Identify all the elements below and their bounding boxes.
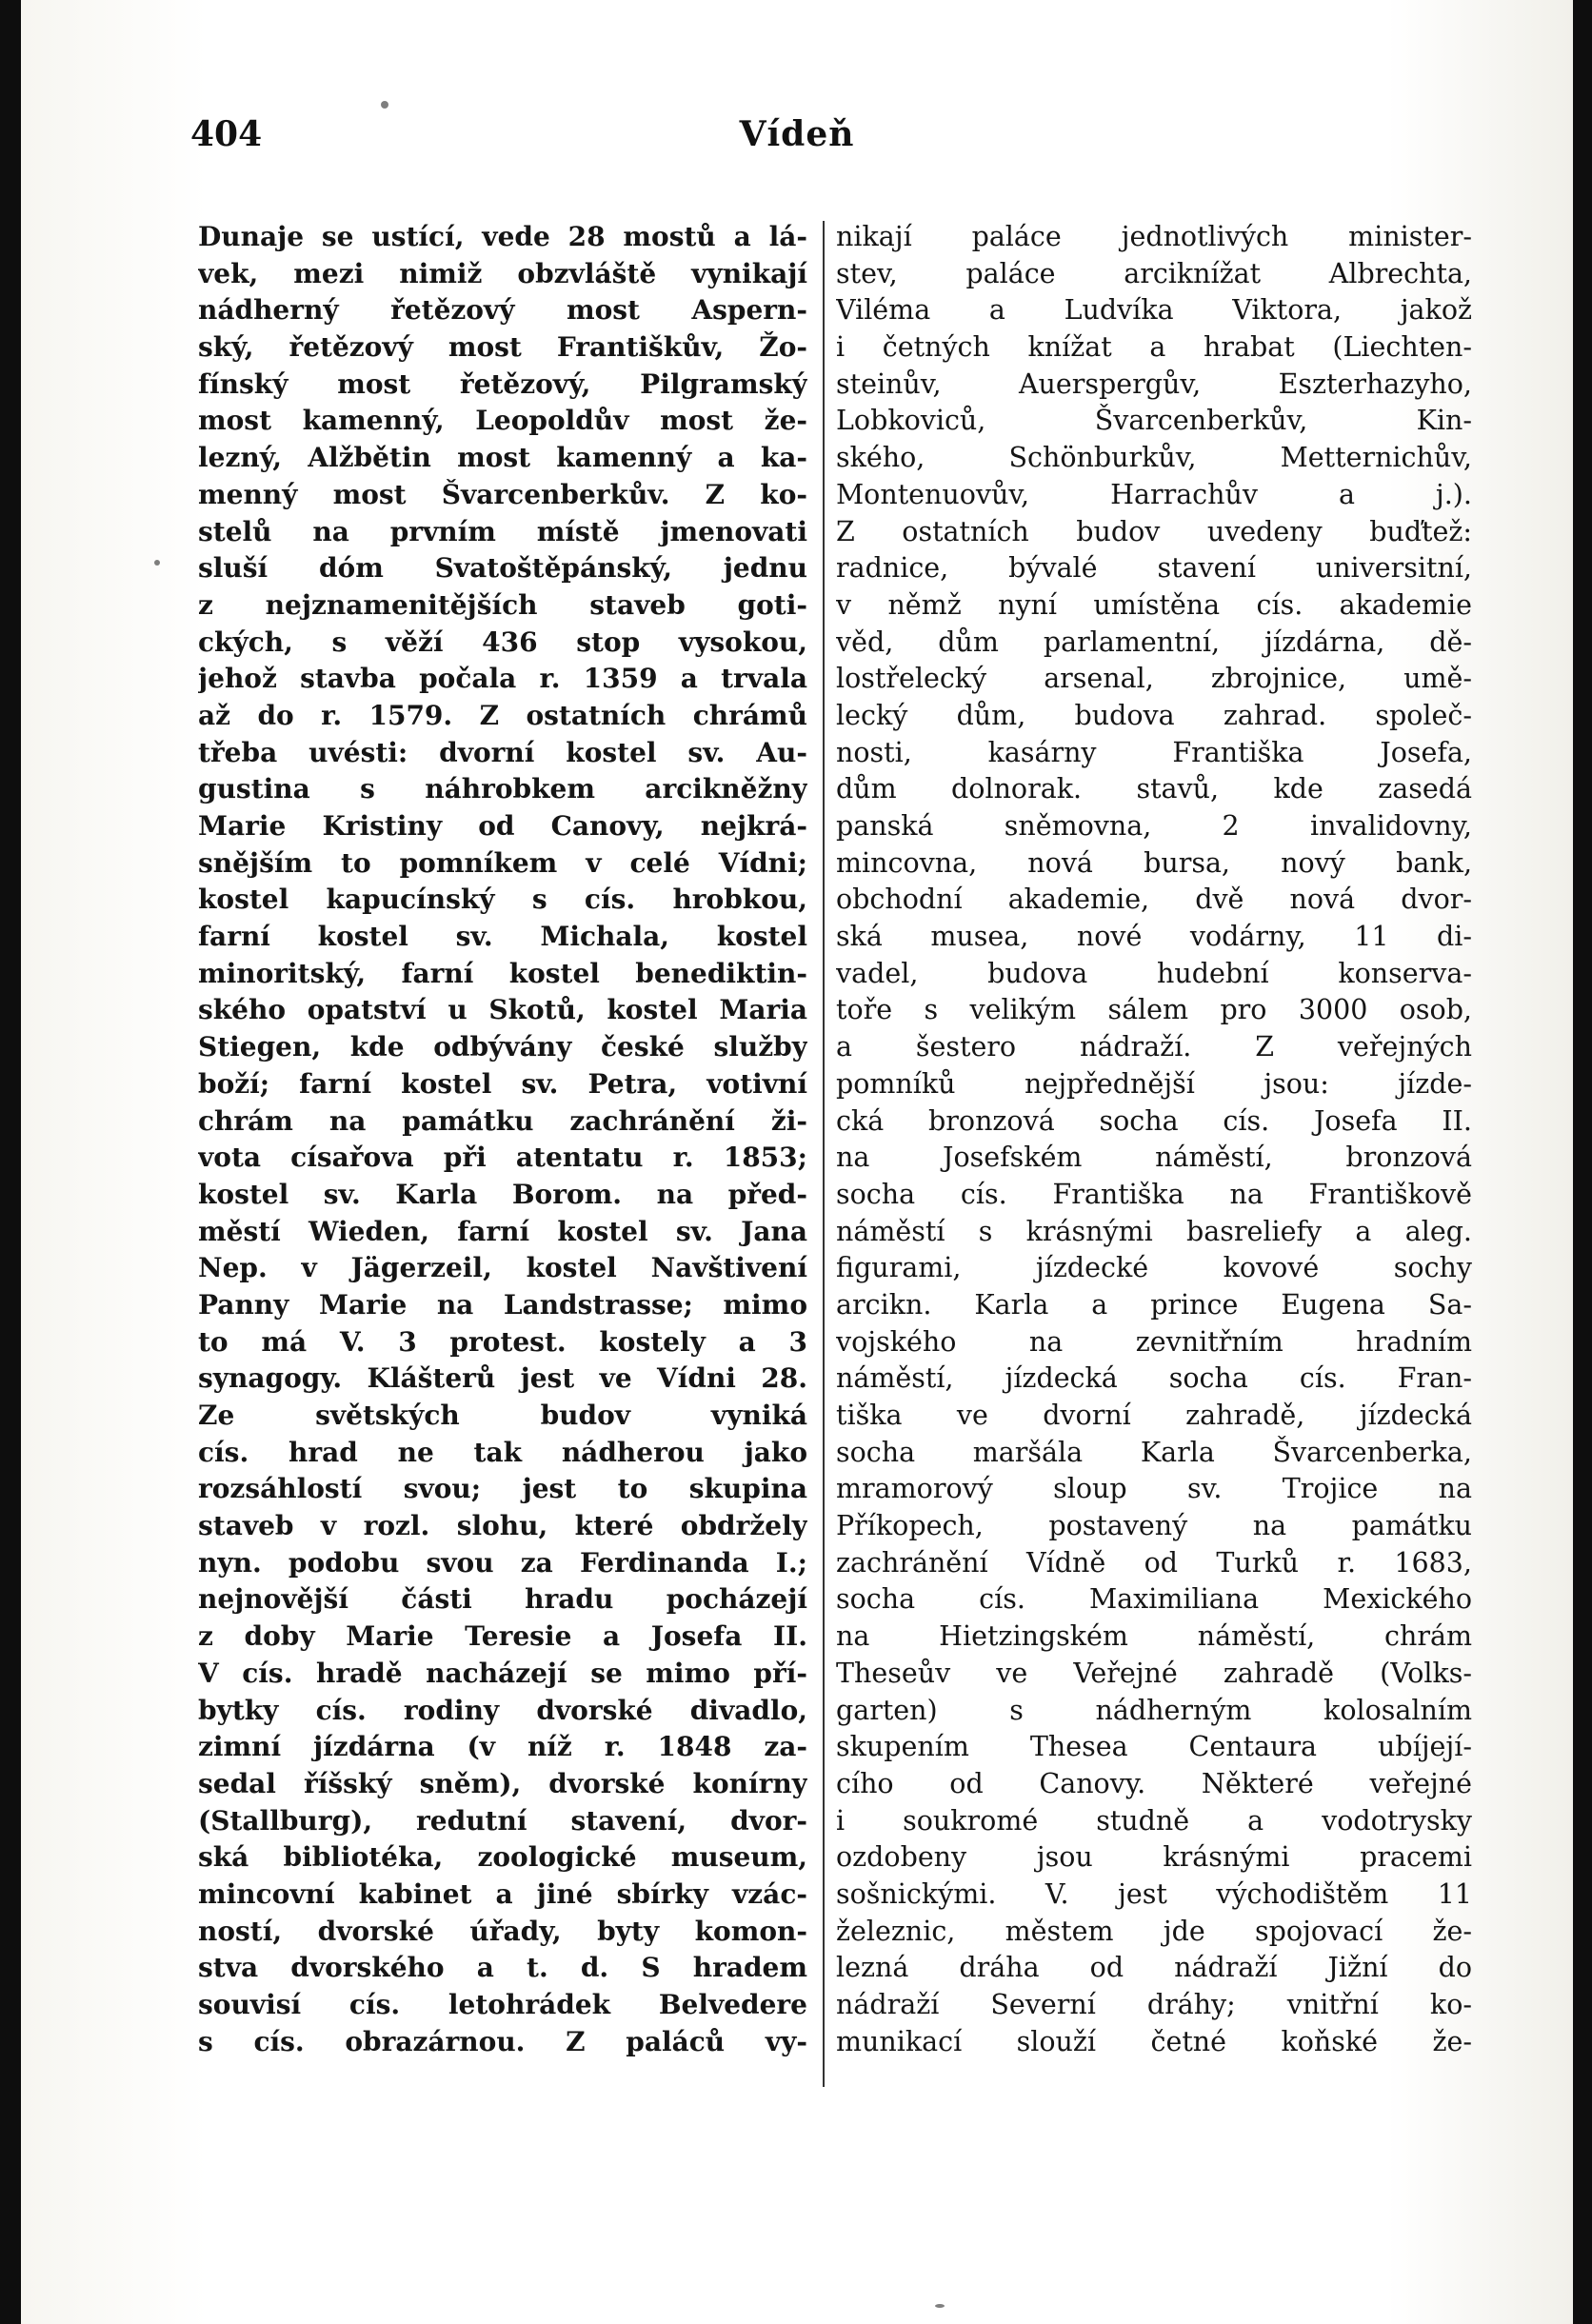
text-line: farní kostel sv. Michala, kostel xyxy=(198,921,807,953)
right-text-column xyxy=(836,219,1472,2060)
text-line: gustina s náhrobkem arcikněžny xyxy=(198,773,807,805)
text-line: náměstí, jízdecká socha cís. Fran- xyxy=(836,1362,1472,1395)
text-line: až do r. 1579. Z ostatních chrámů xyxy=(198,699,807,731)
text-line: rozsáhlostí svou; jest to skupina xyxy=(198,1473,807,1505)
text-line: synagogy. Klášterů jest ve Vídni 28. xyxy=(198,1362,807,1395)
text-line: dům dolnorak. stavů, kde zasedá xyxy=(836,773,1472,805)
text-line: cís. hrad ne tak nádherou jako xyxy=(198,1436,807,1468)
text-line: V cís. hradě nacházejí se mimo pří- xyxy=(198,1657,807,1689)
ink-speck xyxy=(935,2304,945,2308)
text-line: zimní jízdárna (v níž r. 1848 za- xyxy=(198,1731,807,1763)
text-line: socha cís. Maximiliana Mexického xyxy=(836,1583,1472,1616)
text-line: souvisí cís. letohrádek Belvedere xyxy=(198,1989,807,2020)
ink-speck xyxy=(381,101,388,109)
text-line: radnice, bývalé stavení universitní, xyxy=(836,552,1472,585)
text-line: tiška ve dvorní zahradě, jízdecká xyxy=(836,1400,1472,1431)
text-line: Stiegen, kde odbývány české služby xyxy=(198,1031,807,1063)
text-line: socha cís. Františka na Františkově xyxy=(836,1178,1472,1210)
text-line: ského, Schönburkův, Metternichův, xyxy=(836,442,1472,474)
text-line: na Josefském náměstí, bronzová xyxy=(836,1142,1472,1174)
text-line: sošnickými. V. jest východištěm 11 xyxy=(836,1877,1472,1910)
text-line: mincovna, nová bursa, nový bank, xyxy=(836,846,1472,879)
text-line: garten) s nádherným kolosalním xyxy=(836,1694,1472,1726)
text-line: nyn. podobu svou za Ferdinanda I.; xyxy=(198,1546,807,1579)
text-line: ského opatství u Skotů, kostel Maria xyxy=(198,994,807,1026)
text-line: skupením Thesea Centaura ubíjejí- xyxy=(836,1731,1472,1763)
text-line: Lobkoviců, Švarcenberkův, Kin- xyxy=(836,405,1472,437)
text-line: s cís. obrazárnou. Z paláců vy- xyxy=(198,2025,807,2057)
text-line: Z ostatních budov uvedeny buďtež: xyxy=(836,515,1472,547)
text-line: (Stallburg), redutní stavení, dvor- xyxy=(198,1804,807,1837)
text-line: stelů na prvním místě jmenovati xyxy=(198,515,807,547)
text-line: Theseův ve Veřejné zahradě (Volks- xyxy=(836,1657,1472,1689)
text-line: socha maršála Karla Švarcenberka, xyxy=(836,1436,1472,1468)
text-line: železnic, městem jde spojovací že- xyxy=(836,1915,1472,1947)
text-line: Nep. v Jägerzeil, kostel Navštivení xyxy=(198,1252,807,1284)
text-line: a šestero nádraží. Z veřejných xyxy=(836,1031,1472,1063)
text-line: Dunaje se ustící, vede 28 mostů a lá- xyxy=(198,221,807,252)
text-line: nádherný řetězový most Aspern- xyxy=(198,294,807,327)
text-line: vojského na zevnitřním hradním xyxy=(836,1325,1472,1358)
text-line: stev, paláce arciknížat Albrechta, xyxy=(836,257,1472,289)
text-line: ckých, s věží 436 stop vysokou, xyxy=(198,626,807,658)
text-line: menný most Švarcenberkův. Z ko- xyxy=(198,478,807,510)
text-line: ská bibliotéka, zoologické museum, xyxy=(198,1841,807,1874)
text-line: snějším to pomníkem v celé Vídni; xyxy=(198,846,807,879)
text-line: i četných knížat a hrabat (Liechten- xyxy=(836,331,1472,364)
text-line: zachránění Vídně od Turků r. 1683, xyxy=(836,1546,1472,1579)
text-line: kostel sv. Karla Borom. na před- xyxy=(198,1178,807,1210)
text-line: Panny Marie na Landstrasse; mimo xyxy=(198,1288,807,1321)
text-line: mincovní kabinet a jiné sbírky vzác- xyxy=(198,1877,807,1910)
text-line: to má V. 3 protest. kostely a 3 xyxy=(198,1325,807,1358)
text-line: Marie Kristiny od Canovy, nejkrá- xyxy=(198,810,807,842)
text-line: mramorový sloup sv. Trojice na xyxy=(836,1473,1472,1505)
text-line: Příkopech, postavený na památku xyxy=(836,1510,1472,1542)
text-line: sedal říšský sněm), dvorské konírny xyxy=(198,1767,807,1799)
text-line: nejnovější části hradu pocházejí xyxy=(198,1583,807,1616)
text-line: bytky cís. rodiny dvorské divadlo, xyxy=(198,1694,807,1726)
text-line: jehož stavba počala r. 1359 a trvala xyxy=(198,663,807,695)
text-line: arcikn. Karla a prince Eugena Sa- xyxy=(836,1288,1472,1321)
text-line: lecký dům, budova zahrad. společ- xyxy=(836,699,1472,731)
left-text-column xyxy=(198,219,807,2060)
text-line: minoritský, farní kostel benediktin- xyxy=(198,957,807,989)
text-line: nádraží Severní dráhy; vnitřní ko- xyxy=(836,1989,1472,2020)
text-line: nosti, kasárny Františka Josefa, xyxy=(836,736,1472,768)
text-line: Ze světských budov vyniká xyxy=(198,1400,807,1431)
text-line: městí Wieden, farní kostel sv. Jana xyxy=(198,1215,807,1247)
text-line: pomníků nejpřednější jsou: jízde- xyxy=(836,1067,1472,1100)
text-line: staveb v rozl. slohu, které obdržely xyxy=(198,1510,807,1542)
text-line: chrám na památku zachránění ži- xyxy=(198,1104,807,1137)
text-line: Viléma a Ludvíka Viktora, jakož xyxy=(836,294,1472,327)
page-header xyxy=(190,114,1403,171)
page-number: 404 xyxy=(190,114,263,154)
text-line: z nejznamenitějších staveb goti- xyxy=(198,588,807,621)
text-line: steinův, Auerspergův, Eszterhazyho, xyxy=(836,367,1472,400)
running-head: Vídeň xyxy=(739,114,855,154)
text-line: fínský most řetězový, Pilgramský xyxy=(198,367,807,400)
text-line: figurami, jízdecké kovové sochy xyxy=(836,1252,1472,1284)
text-line: na Hietzingském náměstí, chrám xyxy=(836,1620,1472,1653)
book-page xyxy=(21,0,1573,2324)
text-line: vota císařova při atentatu r. 1853; xyxy=(198,1142,807,1174)
text-line: náměstí s krásnými basreliefy a aleg. xyxy=(836,1215,1472,1247)
text-line: most kamenný, Leopoldův most že- xyxy=(198,405,807,437)
text-line: Montenuovův, Harrachův a j.). xyxy=(836,478,1472,510)
text-line: ská musea, nové vodárny, 11 di- xyxy=(836,921,1472,953)
column-divider xyxy=(823,221,825,2087)
text-line: cího od Canovy. Některé veřejné xyxy=(836,1767,1472,1799)
text-line: nikají paláce jednotlivých minister- xyxy=(836,221,1472,252)
text-line: munikací slouží četné koňské že- xyxy=(836,2025,1472,2057)
text-line: lostřelecký arsenal, zbrojnice, umě- xyxy=(836,663,1472,695)
text-line: kostel kapucínský s cís. hrobkou, xyxy=(198,884,807,916)
text-line: lezný, Alžbětin most kamenný a ka- xyxy=(198,442,807,474)
text-line: obchodní akademie, dvě nová dvor- xyxy=(836,884,1472,916)
text-line: ozdobeny jsou krásnými pracemi xyxy=(836,1841,1472,1874)
text-line: věd, dům parlamentní, jízdárna, dě- xyxy=(836,626,1472,658)
ink-speck xyxy=(154,560,160,566)
text-line: stva dvorského a t. d. S hradem xyxy=(198,1952,807,1984)
text-line: i soukromé studně a vodotrysky xyxy=(836,1804,1472,1837)
text-line: lezná dráha od nádraží Jižní do xyxy=(836,1952,1472,1984)
text-line: panská sněmovna, 2 invalidovny, xyxy=(836,810,1472,842)
text-line: cká bronzová socha cís. Josefa II. xyxy=(836,1104,1472,1137)
text-line: třeba uvésti: dvorní kostel sv. Au- xyxy=(198,736,807,768)
text-line: toře s velikým sálem pro 3000 osob, xyxy=(836,994,1472,1026)
text-line: z doby Marie Teresie a Josefa II. xyxy=(198,1620,807,1653)
text-line: vek, mezi nimiž obzvláště vynikají xyxy=(198,257,807,289)
text-line: sluší dóm Svatoštěpánský, jednu xyxy=(198,552,807,585)
text-line: boží; farní kostel sv. Petra, votivní xyxy=(198,1067,807,1100)
text-line: ností, dvorské úřady, byty komon- xyxy=(198,1915,807,1947)
text-line: vadel, budova hudební konserva- xyxy=(836,957,1472,989)
text-line: ský, řetězový most Františkův, Žo- xyxy=(198,331,807,364)
text-line: v němž nyní umístěna cís. akademie xyxy=(836,588,1472,621)
